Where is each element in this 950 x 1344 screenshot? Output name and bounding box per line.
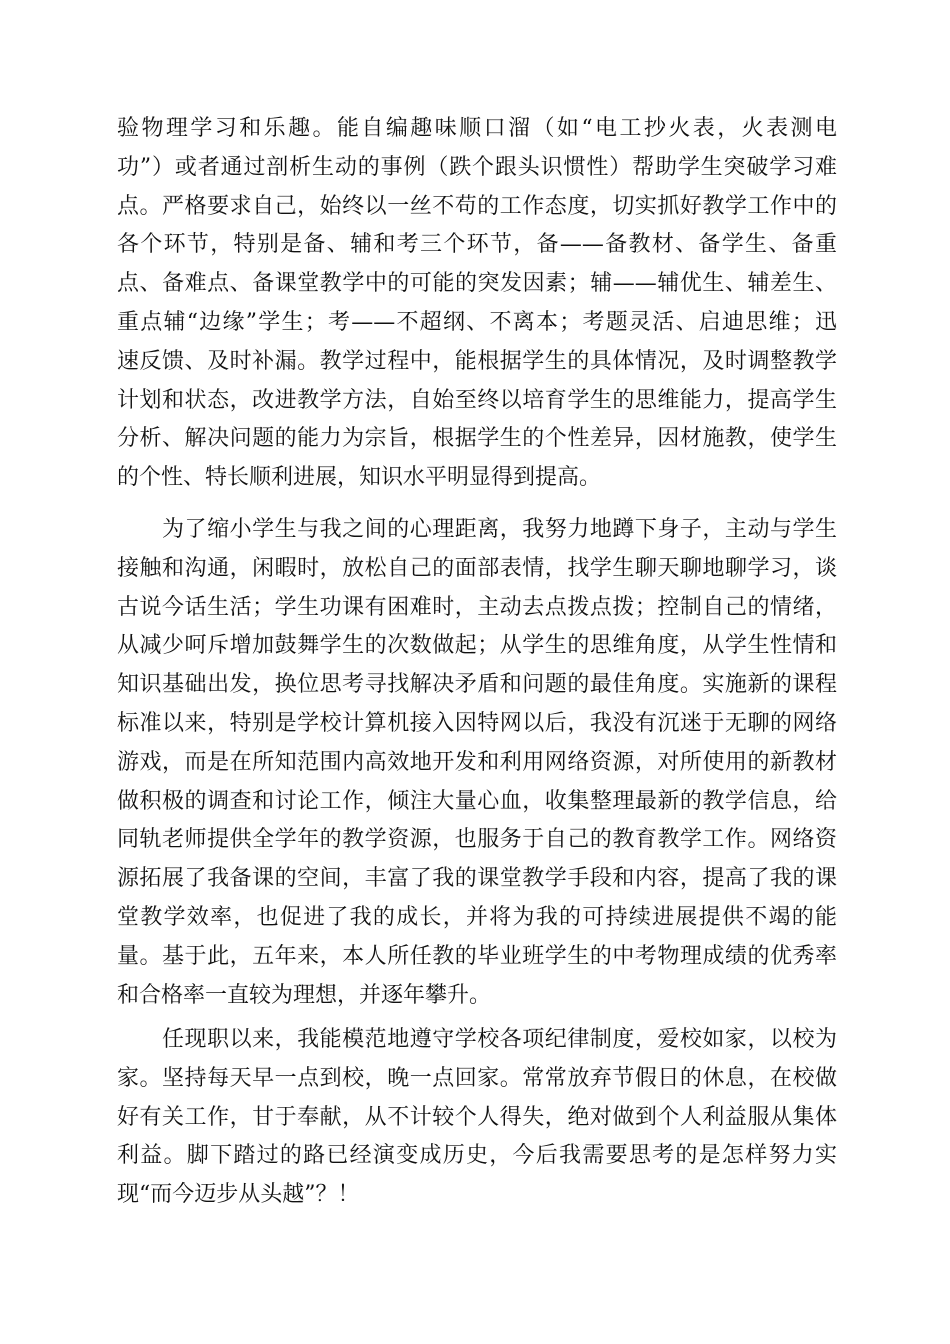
- text-line: 速反馈、及时补漏。教学过程中，能根据学生的具体情况，及时调整教学: [117, 348, 837, 374]
- text-line: 家。坚持每天早一点到校，晚一点回家。常常放弃节假日的休息，在校做: [117, 1065, 837, 1091]
- text-line: 计划和状态，改进教学方法，自始至终以培育学生的思维能力，提高学生: [117, 387, 837, 413]
- text-line: 利益。脚下踏过的路已经演变成历史，今后我需要思考的是怎样努力实: [117, 1143, 837, 1169]
- text-line: 各个环节，特别是备、辅和考三个环节，备——备教材、备学生、备重: [117, 232, 837, 258]
- text-line: 验物理学习和乐趣。能自编趣味顺口溜（如“电工抄火表，火表测电: [117, 116, 837, 141]
- text-line: 源拓展了我备课的空间，丰富了我的课堂教学手段和内容，提高了我的课: [117, 866, 837, 892]
- text-line: 标准以来，特别是学校计算机接入因特网以后，我没有沉迷于无聊的网络: [117, 710, 837, 736]
- text-line: 游戏，而是在所知范围内高效地开发和利用网络资源，对所使用的新教材: [117, 749, 837, 775]
- text-line: 现“而今迈步从头越”？！: [117, 1182, 360, 1208]
- text-line: 为了缩小学生与我之间的心理距离，我努力地蹲下身子，主动与学生: [117, 517, 837, 542]
- paragraph-teaching-methods: [117, 110, 837, 498]
- text-line: 同轨老师提供全学年的教学资源，也服务于自己的教育教学工作。网络资: [117, 827, 837, 853]
- paragraph-dedication: [117, 1021, 837, 1215]
- text-line: 做积极的调查和讨论工作，倾注大量心血，收集整理最新的教学信息，给: [117, 788, 837, 814]
- text-line: 点、备难点、备课堂教学中的可能的突发因素；辅——辅优生、辅差生、: [117, 271, 837, 297]
- text-line: 和合格率一直较为理想，并逐年攀升。: [117, 982, 492, 1008]
- text-line: 知识基础出发，换位思考寻找解决矛盾和问题的最佳角度。实施新的课程: [117, 672, 837, 698]
- text-line: 重点辅“边缘”学生；考——不超纲、不离本；考题灵活、启迪思维；迅: [117, 309, 837, 335]
- text-line: 功”）或者通过剖析生动的事例（跌个跟头识惯性）帮助学生突破学习难: [117, 154, 837, 180]
- paragraph-student-relations: [117, 511, 837, 1015]
- text-line: 任现职以来，我能模范地遵守学校各项纪律制度，爱校如家，以校为: [117, 1027, 837, 1052]
- text-line: 堂教学效率，也促进了我的成长，并将为我的可持续进展提供不竭的能: [117, 904, 837, 930]
- text-line: 接触和沟通，闲暇时，放松自己的面部表情，找学生聊天聊地聊学习，谈: [117, 555, 837, 581]
- text-line: 分析、解决问题的能力为宗旨，根据学生的个性差异，因材施教，使学生: [117, 426, 837, 452]
- text-line: 从减少呵斥增加鼓舞学生的次数做起；从学生的思维角度，从学生性情和: [117, 633, 837, 659]
- text-line: 的个性、特长顺利进展，知识水平明显得到提高。: [117, 465, 602, 491]
- text-line: 好有关工作，甘于奉献，从不计较个人得失，绝对做到个人利益服从集体: [117, 1104, 837, 1130]
- text-line: 点。严格要求自己，始终以一丝不苟的工作态度，切实抓好教学工作中的: [117, 193, 837, 219]
- text-line: 古说今话生活；学生功课有困难时，主动去点拨点拨；控制自己的情绪，: [117, 594, 837, 620]
- text-line: 量。基于此，五年来，本人所任教的毕业班学生的中考物理成绩的优秀率: [117, 943, 837, 969]
